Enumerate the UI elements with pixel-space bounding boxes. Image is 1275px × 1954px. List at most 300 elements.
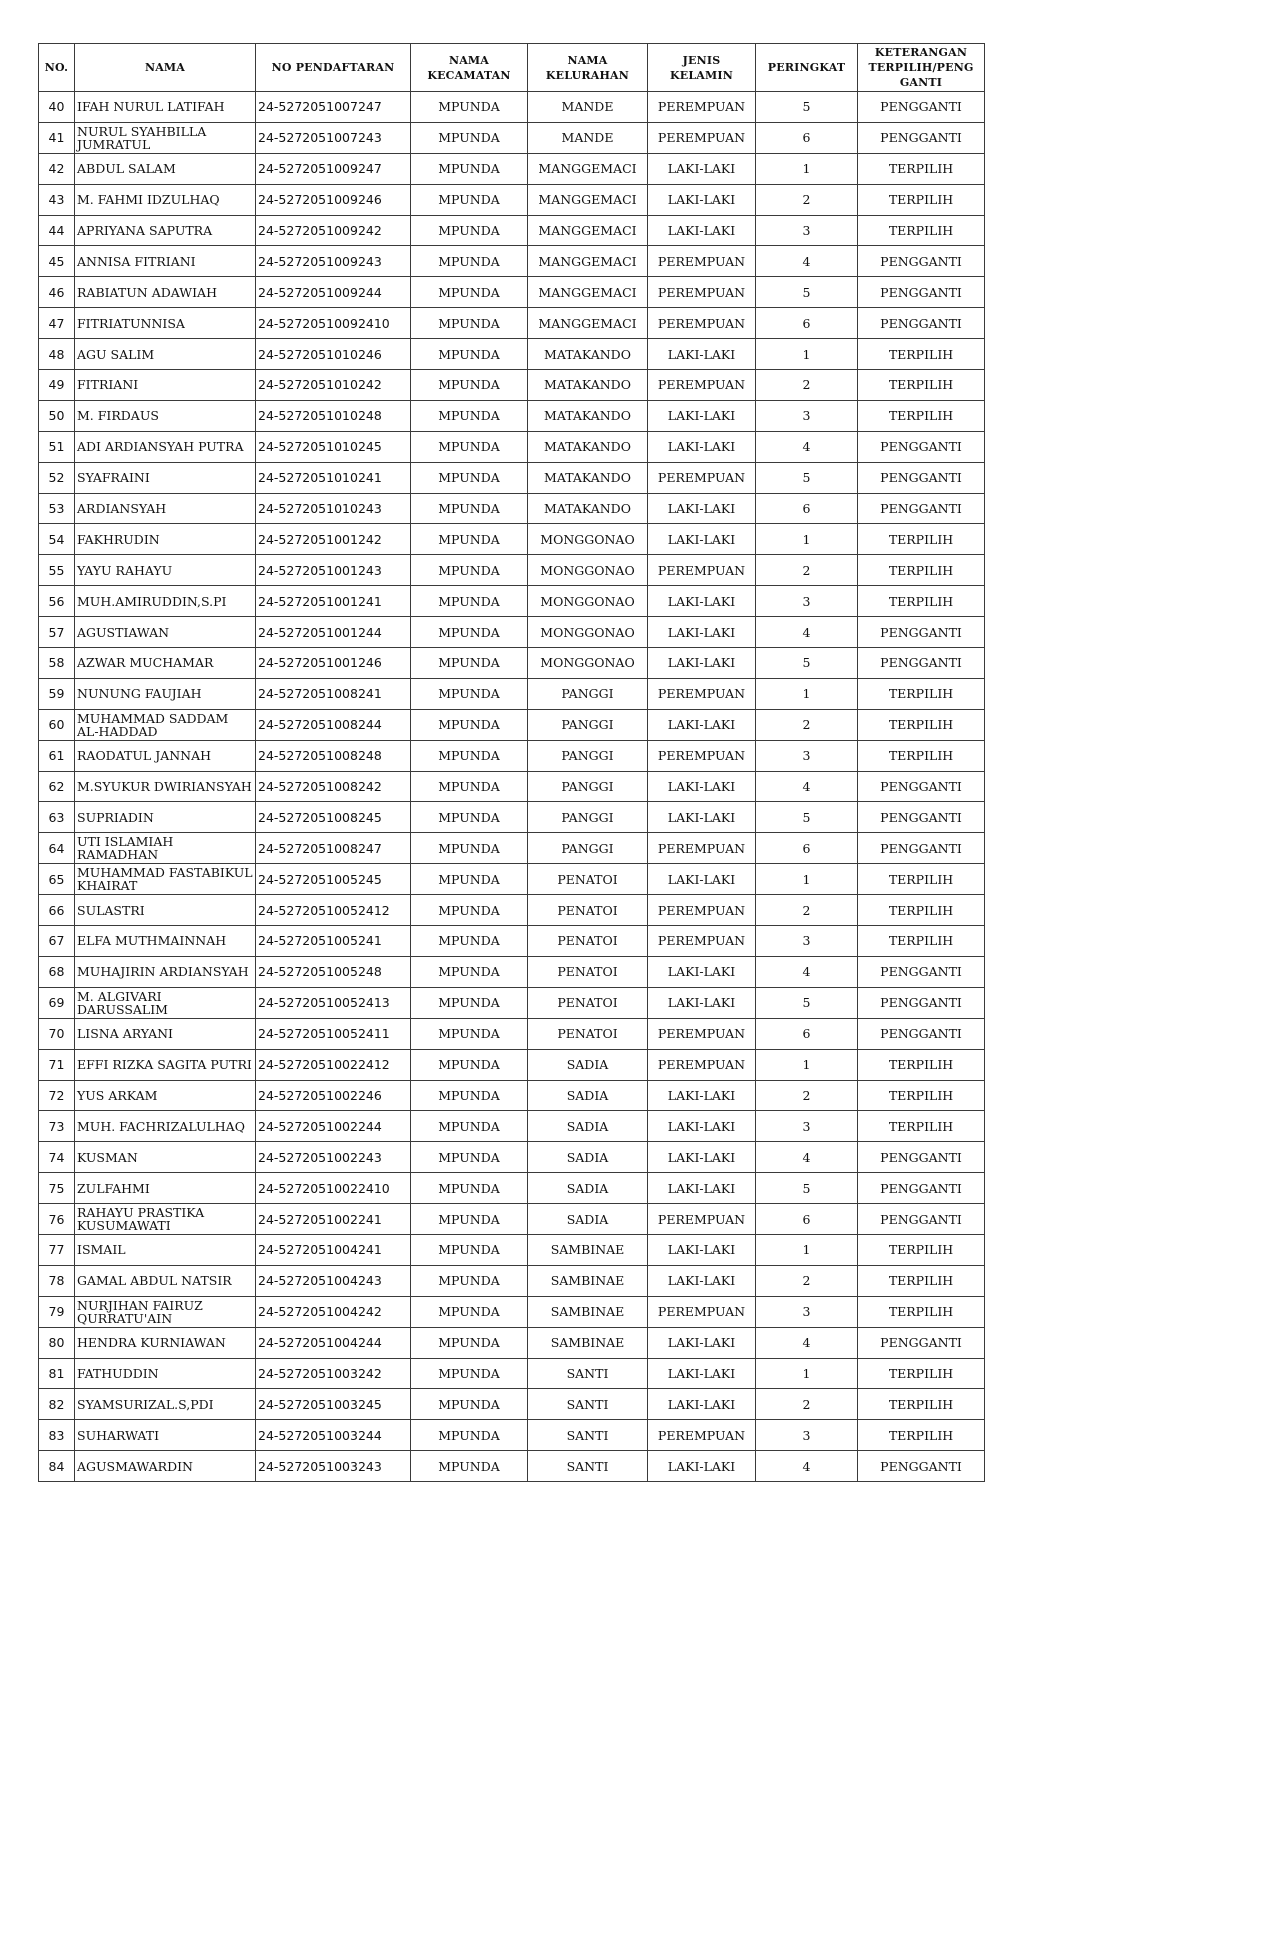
cell-peringkat: 1: [756, 1234, 858, 1265]
cell-no: 47: [39, 308, 75, 339]
cell-jenis-kelamin: LAKI-LAKI: [648, 771, 756, 802]
cell-kelurahan: PENATOI: [528, 956, 648, 987]
cell-kecamatan: MPUNDA: [411, 184, 528, 215]
cell-nama: MUHAJIRIN ARDIANSYAH: [75, 956, 256, 987]
cell-jenis-kelamin: LAKI-LAKI: [648, 524, 756, 555]
cell-kecamatan: MPUNDA: [411, 864, 528, 895]
cell-no: 45: [39, 246, 75, 277]
selection-results-table: [38, 43, 985, 1482]
cell-nama: AGUSTIAWAN: [75, 617, 256, 648]
cell-peringkat: 4: [756, 956, 858, 987]
cell-peringkat: 3: [756, 740, 858, 771]
cell-kelurahan: MANGGEMACI: [528, 308, 648, 339]
cell-no-pendaftaran: 24-5272051003245: [256, 1389, 411, 1420]
cell-nama: EFFI RIZKA SAGITA PUTRI: [75, 1049, 256, 1080]
cell-nama: APRIYANA SAPUTRA: [75, 215, 256, 246]
cell-jenis-kelamin: PEREMPUAN: [648, 462, 756, 493]
cell-kecamatan: MPUNDA: [411, 678, 528, 709]
cell-no-pendaftaran: 24-52720510052413: [256, 987, 411, 1018]
table-body: [39, 92, 985, 1482]
cell-kelurahan: MANGGEMACI: [528, 215, 648, 246]
cell-kelurahan: MATAKANDO: [528, 339, 648, 370]
cell-no: 63: [39, 802, 75, 833]
cell-nama: AZWAR MUCHAMAR: [75, 648, 256, 679]
cell-jenis-kelamin: LAKI-LAKI: [648, 1234, 756, 1265]
cell-no: 48: [39, 339, 75, 370]
cell-kelurahan: PENATOI: [528, 987, 648, 1018]
cell-no: 50: [39, 400, 75, 431]
cell-no: 81: [39, 1358, 75, 1389]
cell-jenis-kelamin: PEREMPUAN: [648, 678, 756, 709]
table-row: [39, 1080, 985, 1111]
table-row: [39, 246, 985, 277]
cell-jenis-kelamin: LAKI-LAKI: [648, 987, 756, 1018]
cell-kelurahan: SADIA: [528, 1080, 648, 1111]
cell-kelurahan: MONGGONAO: [528, 524, 648, 555]
cell-kecamatan: MPUNDA: [411, 1173, 528, 1204]
cell-nama: RABIATUN ADAWIAH: [75, 277, 256, 308]
cell-kelurahan: PANGGI: [528, 709, 648, 740]
table-row: [39, 956, 985, 987]
cell-keterangan: TERPILIH: [858, 184, 985, 215]
cell-jenis-kelamin: PEREMPUAN: [648, 370, 756, 401]
cell-peringkat: 2: [756, 1080, 858, 1111]
cell-no-pendaftaran: 24-5272051001246: [256, 648, 411, 679]
table-row: [39, 277, 985, 308]
cell-no-pendaftaran: 24-5272051002243: [256, 1142, 411, 1173]
table-row: [39, 555, 985, 586]
cell-kelurahan: PANGGI: [528, 833, 648, 864]
cell-nama: NURUL SYAHBILLA JUMRATUL: [75, 122, 256, 153]
header-no: NO.: [39, 44, 75, 92]
cell-keterangan: TERPILIH: [858, 339, 985, 370]
cell-keterangan: TERPILIH: [858, 215, 985, 246]
cell-nama: SUPRIADIN: [75, 802, 256, 833]
cell-peringkat: 3: [756, 926, 858, 957]
table-row: [39, 215, 985, 246]
cell-keterangan: TERPILIH: [858, 1111, 985, 1142]
cell-no-pendaftaran: 24-52720510092410: [256, 308, 411, 339]
cell-no: 41: [39, 122, 75, 153]
cell-jenis-kelamin: PEREMPUAN: [648, 895, 756, 926]
table-row: [39, 1265, 985, 1296]
cell-nama: UTI ISLAMIAH RAMADHAN: [75, 833, 256, 864]
cell-no-pendaftaran: 24-5272051001241: [256, 586, 411, 617]
cell-keterangan: TERPILIH: [858, 926, 985, 957]
cell-kelurahan: PENATOI: [528, 926, 648, 957]
cell-kelurahan: PENATOI: [528, 1018, 648, 1049]
cell-nama: AGUSMAWARDIN: [75, 1451, 256, 1482]
cell-kecamatan: MPUNDA: [411, 215, 528, 246]
cell-peringkat: 3: [756, 215, 858, 246]
table-row: [39, 678, 985, 709]
cell-nama: FATHUDDIN: [75, 1358, 256, 1389]
cell-keterangan: TERPILIH: [858, 153, 985, 184]
header-keterangan: KETERANGAN TERPILIH/PENG GANTI: [858, 44, 985, 92]
cell-kelurahan: MONGGONAO: [528, 555, 648, 586]
cell-kecamatan: MPUNDA: [411, 370, 528, 401]
cell-nama: MUHAMMAD SADDAM AL-HADDAD: [75, 709, 256, 740]
cell-no: 61: [39, 740, 75, 771]
cell-no-pendaftaran: 24-5272051007243: [256, 122, 411, 153]
table-row: [39, 431, 985, 462]
cell-kelurahan: SADIA: [528, 1111, 648, 1142]
cell-keterangan: PENGGANTI: [858, 246, 985, 277]
cell-no-pendaftaran: 24-5272051007247: [256, 92, 411, 123]
cell-jenis-kelamin: PEREMPUAN: [648, 1018, 756, 1049]
cell-jenis-kelamin: LAKI-LAKI: [648, 1142, 756, 1173]
cell-kecamatan: MPUNDA: [411, 1142, 528, 1173]
cell-no-pendaftaran: 24-52720510052412: [256, 895, 411, 926]
cell-keterangan: TERPILIH: [858, 586, 985, 617]
cell-jenis-kelamin: PEREMPUAN: [648, 277, 756, 308]
cell-nama: FAKHRUDIN: [75, 524, 256, 555]
table-row: [39, 153, 985, 184]
cell-no-pendaftaran: 24-5272051005241: [256, 926, 411, 957]
cell-keterangan: PENGGANTI: [858, 1018, 985, 1049]
cell-nama: MUH. FACHRIZALULHAQ: [75, 1111, 256, 1142]
cell-jenis-kelamin: LAKI-LAKI: [648, 1265, 756, 1296]
cell-peringkat: 2: [756, 370, 858, 401]
cell-keterangan: PENGGANTI: [858, 987, 985, 1018]
cell-no-pendaftaran: 24-5272051004241: [256, 1234, 411, 1265]
cell-no-pendaftaran: 24-5272051003243: [256, 1451, 411, 1482]
cell-jenis-kelamin: PEREMPUAN: [648, 1420, 756, 1451]
cell-no-pendaftaran: 24-52720510022412: [256, 1049, 411, 1080]
cell-no: 64: [39, 833, 75, 864]
cell-peringkat: 2: [756, 555, 858, 586]
cell-no-pendaftaran: 24-5272051009244: [256, 277, 411, 308]
cell-nama: ADI ARDIANSYAH PUTRA: [75, 431, 256, 462]
cell-nama: FITRIATUNNISA: [75, 308, 256, 339]
cell-kelurahan: PANGGI: [528, 802, 648, 833]
cell-peringkat: 4: [756, 431, 858, 462]
cell-nama: RAHAYU PRASTIKA KUSUMAWATI: [75, 1204, 256, 1235]
table-row: [39, 1142, 985, 1173]
cell-kecamatan: MPUNDA: [411, 802, 528, 833]
cell-keterangan: TERPILIH: [858, 400, 985, 431]
cell-kecamatan: MPUNDA: [411, 1296, 528, 1327]
cell-keterangan: PENGGANTI: [858, 802, 985, 833]
cell-no: 83: [39, 1420, 75, 1451]
cell-kelurahan: SANTI: [528, 1420, 648, 1451]
cell-keterangan: TERPILIH: [858, 1296, 985, 1327]
cell-no: 73: [39, 1111, 75, 1142]
cell-peringkat: 1: [756, 524, 858, 555]
cell-kecamatan: MPUNDA: [411, 1327, 528, 1358]
cell-kelurahan: PANGGI: [528, 740, 648, 771]
cell-kecamatan: MPUNDA: [411, 1204, 528, 1235]
cell-peringkat: 6: [756, 122, 858, 153]
cell-nama: MUHAMMAD FASTABIKUL KHAIRAT: [75, 864, 256, 895]
cell-nama: SUHARWATI: [75, 1420, 256, 1451]
cell-keterangan: PENGGANTI: [858, 92, 985, 123]
table-row: [39, 1204, 985, 1235]
cell-kelurahan: MONGGONAO: [528, 648, 648, 679]
cell-no-pendaftaran: 24-5272051004243: [256, 1265, 411, 1296]
cell-kelurahan: MATAKANDO: [528, 370, 648, 401]
cell-nama: ELFA MUTHMAINNAH: [75, 926, 256, 957]
table-row: [39, 987, 985, 1018]
cell-no: 55: [39, 555, 75, 586]
cell-keterangan: PENGGANTI: [858, 277, 985, 308]
table-row: [39, 709, 985, 740]
cell-no: 69: [39, 987, 75, 1018]
cell-peringkat: 2: [756, 1265, 858, 1296]
cell-no-pendaftaran: 24-5272051009246: [256, 184, 411, 215]
cell-kelurahan: SAMBINAE: [528, 1327, 648, 1358]
cell-no: 79: [39, 1296, 75, 1327]
cell-peringkat: 4: [756, 1327, 858, 1358]
table-row: [39, 1234, 985, 1265]
cell-jenis-kelamin: LAKI-LAKI: [648, 709, 756, 740]
cell-peringkat: 1: [756, 153, 858, 184]
cell-no: 49: [39, 370, 75, 401]
cell-peringkat: 4: [756, 1142, 858, 1173]
cell-kelurahan: SADIA: [528, 1204, 648, 1235]
cell-nama: ARDIANSYAH: [75, 493, 256, 524]
cell-nama: SYAFRAINI: [75, 462, 256, 493]
cell-no: 46: [39, 277, 75, 308]
cell-no: 52: [39, 462, 75, 493]
cell-nama: LISNA ARYANI: [75, 1018, 256, 1049]
cell-peringkat: 5: [756, 462, 858, 493]
cell-no: 56: [39, 586, 75, 617]
cell-kecamatan: MPUNDA: [411, 1358, 528, 1389]
cell-no-pendaftaran: 24-5272051004244: [256, 1327, 411, 1358]
cell-keterangan: TERPILIH: [858, 370, 985, 401]
cell-nama: NURJIHAN FAIRUZ QURRATU'AIN: [75, 1296, 256, 1327]
cell-keterangan: PENGGANTI: [858, 493, 985, 524]
cell-keterangan: TERPILIH: [858, 1389, 985, 1420]
cell-no-pendaftaran: 24-5272051010242: [256, 370, 411, 401]
cell-jenis-kelamin: PEREMPUAN: [648, 926, 756, 957]
cell-peringkat: 5: [756, 1173, 858, 1204]
cell-peringkat: 2: [756, 184, 858, 215]
cell-no-pendaftaran: 24-5272051002246: [256, 1080, 411, 1111]
cell-nama: YUS ARKAM: [75, 1080, 256, 1111]
cell-peringkat: 3: [756, 1296, 858, 1327]
cell-no-pendaftaran: 24-5272051005245: [256, 864, 411, 895]
cell-kecamatan: MPUNDA: [411, 926, 528, 957]
cell-jenis-kelamin: LAKI-LAKI: [648, 215, 756, 246]
cell-kecamatan: MPUNDA: [411, 277, 528, 308]
cell-jenis-kelamin: LAKI-LAKI: [648, 1080, 756, 1111]
cell-no-pendaftaran: 24-52720510052411: [256, 1018, 411, 1049]
cell-no: 54: [39, 524, 75, 555]
table-row: [39, 586, 985, 617]
cell-no: 44: [39, 215, 75, 246]
cell-no-pendaftaran: 24-5272051010245: [256, 431, 411, 462]
cell-kelurahan: PENATOI: [528, 864, 648, 895]
cell-no-pendaftaran: 24-5272051002241: [256, 1204, 411, 1235]
cell-kelurahan: MATAKANDO: [528, 431, 648, 462]
cell-kelurahan: MATAKANDO: [528, 493, 648, 524]
cell-jenis-kelamin: LAKI-LAKI: [648, 184, 756, 215]
cell-peringkat: 5: [756, 92, 858, 123]
cell-nama: YAYU RAHAYU: [75, 555, 256, 586]
cell-nama: ABDUL SALAM: [75, 153, 256, 184]
cell-kecamatan: MPUNDA: [411, 956, 528, 987]
cell-jenis-kelamin: LAKI-LAKI: [648, 1358, 756, 1389]
cell-jenis-kelamin: LAKI-LAKI: [648, 617, 756, 648]
cell-no: 59: [39, 678, 75, 709]
cell-keterangan: PENGGANTI: [858, 308, 985, 339]
table-row: [39, 184, 985, 215]
cell-jenis-kelamin: LAKI-LAKI: [648, 1389, 756, 1420]
cell-peringkat: 5: [756, 987, 858, 1018]
cell-nama: MUH.AMIRUDDIN,S.PI: [75, 586, 256, 617]
cell-no-pendaftaran: 24-5272051010241: [256, 462, 411, 493]
cell-no-pendaftaran: 24-5272051008248: [256, 740, 411, 771]
cell-kecamatan: MPUNDA: [411, 1389, 528, 1420]
cell-kelurahan: SAMBINAE: [528, 1265, 648, 1296]
cell-peringkat: 1: [756, 339, 858, 370]
cell-peringkat: 5: [756, 277, 858, 308]
cell-jenis-kelamin: PEREMPUAN: [648, 1049, 756, 1080]
cell-keterangan: PENGGANTI: [858, 833, 985, 864]
cell-kecamatan: MPUNDA: [411, 339, 528, 370]
cell-no-pendaftaran: 24-5272051010248: [256, 400, 411, 431]
cell-no: 40: [39, 92, 75, 123]
table-row: [39, 370, 985, 401]
cell-keterangan: PENGGANTI: [858, 1204, 985, 1235]
cell-jenis-kelamin: PEREMPUAN: [648, 122, 756, 153]
cell-kecamatan: MPUNDA: [411, 586, 528, 617]
cell-nama: GAMAL ABDUL NATSIR: [75, 1265, 256, 1296]
cell-jenis-kelamin: LAKI-LAKI: [648, 1173, 756, 1204]
table-row: [39, 802, 985, 833]
cell-peringkat: 3: [756, 586, 858, 617]
cell-jenis-kelamin: PEREMPUAN: [648, 740, 756, 771]
cell-no-pendaftaran: 24-5272051008244: [256, 709, 411, 740]
cell-no-pendaftaran: 24-5272051005248: [256, 956, 411, 987]
cell-kecamatan: MPUNDA: [411, 308, 528, 339]
cell-kecamatan: MPUNDA: [411, 246, 528, 277]
cell-peringkat: 6: [756, 308, 858, 339]
cell-kecamatan: MPUNDA: [411, 1049, 528, 1080]
cell-kecamatan: MPUNDA: [411, 740, 528, 771]
header-nama: NAMA: [75, 44, 256, 92]
cell-peringkat: 1: [756, 678, 858, 709]
cell-no: 53: [39, 493, 75, 524]
cell-kecamatan: MPUNDA: [411, 1080, 528, 1111]
cell-no: 75: [39, 1173, 75, 1204]
cell-kecamatan: MPUNDA: [411, 771, 528, 802]
cell-no-pendaftaran: 24-5272051009243: [256, 246, 411, 277]
cell-no: 42: [39, 153, 75, 184]
cell-keterangan: TERPILIH: [858, 555, 985, 586]
cell-jenis-kelamin: LAKI-LAKI: [648, 802, 756, 833]
header-no-pendaftaran: NO PENDAFTARAN: [256, 44, 411, 92]
cell-nama: ISMAIL: [75, 1234, 256, 1265]
cell-peringkat: 3: [756, 400, 858, 431]
table-row: [39, 864, 985, 895]
cell-keterangan: PENGGANTI: [858, 617, 985, 648]
cell-no: 78: [39, 1265, 75, 1296]
table-row: [39, 895, 985, 926]
cell-nama: HENDRA KURNIAWAN: [75, 1327, 256, 1358]
cell-no-pendaftaran: 24-5272051003242: [256, 1358, 411, 1389]
cell-jenis-kelamin: PEREMPUAN: [648, 92, 756, 123]
cell-jenis-kelamin: LAKI-LAKI: [648, 493, 756, 524]
cell-peringkat: 2: [756, 895, 858, 926]
cell-keterangan: TERPILIH: [858, 709, 985, 740]
table-row: [39, 1018, 985, 1049]
cell-peringkat: 5: [756, 802, 858, 833]
cell-kelurahan: MATAKANDO: [528, 400, 648, 431]
cell-kecamatan: MPUNDA: [411, 1111, 528, 1142]
cell-jenis-kelamin: PEREMPUAN: [648, 833, 756, 864]
cell-kecamatan: MPUNDA: [411, 1234, 528, 1265]
cell-keterangan: TERPILIH: [858, 1234, 985, 1265]
cell-no: 57: [39, 617, 75, 648]
table-row: [39, 1296, 985, 1327]
table-row: [39, 1173, 985, 1204]
table-row: [39, 1049, 985, 1080]
cell-nama: NUNUNG FAUJIAH: [75, 678, 256, 709]
table-row: [39, 648, 985, 679]
cell-jenis-kelamin: PEREMPUAN: [648, 308, 756, 339]
table-row: [39, 308, 985, 339]
cell-jenis-kelamin: LAKI-LAKI: [648, 339, 756, 370]
cell-no: 84: [39, 1451, 75, 1482]
cell-kecamatan: MPUNDA: [411, 153, 528, 184]
cell-no-pendaftaran: 24-5272051010246: [256, 339, 411, 370]
cell-jenis-kelamin: PEREMPUAN: [648, 246, 756, 277]
cell-keterangan: PENGGANTI: [858, 1142, 985, 1173]
cell-no: 58: [39, 648, 75, 679]
cell-no: 70: [39, 1018, 75, 1049]
cell-peringkat: 5: [756, 648, 858, 679]
cell-peringkat: 2: [756, 1389, 858, 1420]
table-header-row: [39, 44, 985, 92]
cell-kecamatan: MPUNDA: [411, 987, 528, 1018]
cell-no-pendaftaran: 24-5272051009242: [256, 215, 411, 246]
cell-jenis-kelamin: PEREMPUAN: [648, 1296, 756, 1327]
cell-kecamatan: MPUNDA: [411, 833, 528, 864]
table-row: [39, 122, 985, 153]
cell-jenis-kelamin: LAKI-LAKI: [648, 400, 756, 431]
cell-kecamatan: MPUNDA: [411, 400, 528, 431]
cell-keterangan: PENGGANTI: [858, 648, 985, 679]
cell-no: 76: [39, 1204, 75, 1235]
cell-jenis-kelamin: LAKI-LAKI: [648, 864, 756, 895]
table-row: [39, 493, 985, 524]
cell-kelurahan: MANGGEMACI: [528, 184, 648, 215]
cell-keterangan: PENGGANTI: [858, 1327, 985, 1358]
cell-nama: M. ALGIVARI DARUSSALIM: [75, 987, 256, 1018]
cell-peringkat: 3: [756, 1111, 858, 1142]
cell-kelurahan: SADIA: [528, 1049, 648, 1080]
cell-keterangan: TERPILIH: [858, 1358, 985, 1389]
cell-nama: ZULFAHMI: [75, 1173, 256, 1204]
cell-no-pendaftaran: 24-52720510022410: [256, 1173, 411, 1204]
table-row: [39, 740, 985, 771]
cell-no-pendaftaran: 24-5272051008247: [256, 833, 411, 864]
cell-kelurahan: MANDE: [528, 122, 648, 153]
cell-jenis-kelamin: LAKI-LAKI: [648, 431, 756, 462]
cell-keterangan: TERPILIH: [858, 864, 985, 895]
cell-kelurahan: SANTI: [528, 1389, 648, 1420]
cell-kecamatan: MPUNDA: [411, 92, 528, 123]
cell-peringkat: 4: [756, 617, 858, 648]
header-peringkat: PERINGKAT: [756, 44, 858, 92]
cell-kelurahan: MANDE: [528, 92, 648, 123]
document-page: [38, 43, 985, 1482]
cell-no: 74: [39, 1142, 75, 1173]
table-row: [39, 1358, 985, 1389]
